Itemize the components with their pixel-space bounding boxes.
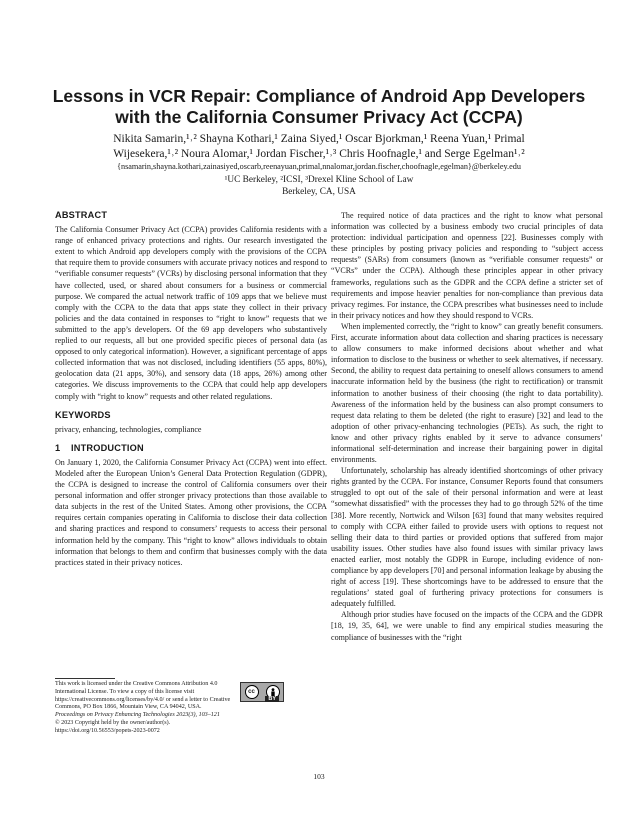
body-paragraph-3: Unfortunately, scholarship has already identified shortcomings of other privacy rights granted by the CCPA. For instance, Consumer Reports found that consumers struggled to opt out of the sale of their personal information and were at least “somewhat dissatisfied” with the processes they had to go through 52% of the time [38]. More recently, Nortwick and Wilson [63] found that many websites required to comply with CCPA either failed to provide users with options to request not selling their data to third parties or provided options that suffered from major usability issues. Other studies have also found issues with similar privacy laws enacted earlier, most notably the GDPR in Europe, including evidence of non-compliance by app developers [70] and personal information leakage by abusing the right of access [19]. These shortcomings have to be addressed to ensure that the regulations’ stated goal of furthering privacy protections for consumers is adequately fulfilled. <box>331 466 603 609</box>
page-number: 103 <box>313 772 325 781</box>
section-number: 1 <box>55 442 61 453</box>
cc-by-license-badge[interactable] <box>240 682 284 702</box>
paper-title <box>40 86 598 128</box>
title-line-2: with the California Consumer Privacy Act (CCPA) <box>115 107 523 127</box>
author-affiliations <box>20 175 618 198</box>
right-column <box>331 210 603 643</box>
proceedings-citation: Proceedings on Privacy Enhancing Technologies 2023(3), 103–121 <box>55 712 220 719</box>
by-label: BY <box>265 696 279 702</box>
intro-paragraph-1: On January 1, 2020, the California Consumer Privacy Act (CCPA) went into effect. Modeled after the European Union’s General Data Protection Regulation (GDPR), the CCPA is designed to increase the control of California consumers over their personal information and offer stronger privacy protections than those available to data subjects in the rest of the United States. Among other provisions, the CCPA requires certain companies operating in California to disclose their data collection and sharing practices and respond to consumers’ requests to access their personal information held by the company. This “right to know” allows individuals to obtain information that belongs to them and confirm that businesses comply with the data practices stated in their privacy notices. <box>55 457 327 567</box>
authors-line-1: Nikita Samarin,¹˒² Shayna Kothari,¹ Zaina Siyed,¹ Oscar Bjorkman,¹ Reena Yuan,¹ Primal <box>113 133 525 145</box>
license-text: This work is licensed under the Creative Commons Attribution 4.0 International License. To view a copy of this license visit https://creativecommons.org/licenses/by/4.0/ or send a letter to Creative Commons, PO Box 1866, Mountain View, CA 94042, USA. <box>55 681 231 711</box>
keywords-heading: KEYWORDS <box>55 409 111 420</box>
author-list <box>30 132 608 161</box>
title-line-1: Lessons in VCR Repair: Compliance of Android App Developers <box>52 86 586 106</box>
abstract-text: The California Consumer Privacy Act (CCPA) provides California residents with a range of enhanced privacy protections and rights. Our research investigated the extent to which Android app developers comply with the provisions of the CCPA that require them to provide consumers with accurate privacy notices and respond to “verifiable consumer requests” (VCRs) by disclosing personal information that they have collected, used, or shared about consumers for a business or commercial purpose. We compared the actual network traffic of 109 apps that we believe must comply with the CCPA to the data that apps state they collect in their privacy policies and the data contained in responses to “right to know” requests that we submitted to the app’s developers. Of the 69 app developers who substantively replied to our requests, all but one provided specific pieces of personal data (as opposed to only categorical information). However, a significant percentage of apps collected information that was not disclosed, including identifiers (55 apps, 80%), geolocation data (21 apps, 30%), and sensory data (18 apps, 26%) among other categories. We discuss improvements to the CCPA that could help app developers comply with “right to know” requests and other related regulations. <box>55 225 327 401</box>
doi-link[interactable]: https://doi.org/10.56553/popets-2023-0072 <box>55 727 160 734</box>
left-column <box>55 210 327 568</box>
introduction-heading <box>55 443 327 454</box>
license-footnote <box>55 681 235 736</box>
body-paragraph-2: When implemented correctly, the “right to know” can greatly benefit consumers. First, accurate information about data collection and sharing practices is necessary to allow consumers to make informed decisions about whether and what information to disclose to the business or whether to seek alternatives, if necessary. Second, the ability to request data pertaining to oneself allows consumers to amend inaccurate information held by the business (the right to rectification) or transmit information to another business of their choosing (the right to data portability). Awareness of the information held by the business can also prompt consumers to request data relating to them be deleted (the right to erasure) [32] and lead to the adoption of other privacy-enhancing technologies (PETs). As such, the right to know and other privacy rights enabled by it serve to advance consumers’ informational self-determination and increase their bargaining power in digital environments. <box>331 321 603 465</box>
cc-icon: cc <box>245 685 259 699</box>
body-paragraph-1: The required notice of data practices and the right to know what personal information was collected by a business embody two crucial principles of data protection: individual participation and openness [22]. Businesses comply with these principles by posting privacy policies and responding to “subject access requests” (SARs) from consumers (known as “verifiable consumer requests” or “VCRs” under the CCPA). Although these principles appear in other privacy frameworks, regulations such as the GDPR and the CCPA define a stricter set of requirements and impose heavier penalties for non-compliance than previous data privacy regimes. For instance, the CCPA prescribes what businesses need to include in their privacy notices and how they should respond to VCRs. <box>331 211 603 320</box>
abstract-heading: ABSTRACT <box>55 210 108 220</box>
affiliation-institutions: ¹UC Berkeley, ²ICSI, ³Drexel Kline School of Law <box>224 175 414 185</box>
author-emails: {nsamarin,shayna.kothari,zainasiyed,oscarb,reenayuan,primal,nnalomar,jordan.fischer,choofnagle,egelman}@berkeley.edu <box>117 162 521 171</box>
copyright-line: © 2023 Copyright held by the owner/author(s). <box>55 719 171 726</box>
footnote-divider <box>55 678 115 679</box>
keywords-text: privacy, enhancing, technologies, compliance <box>55 424 202 434</box>
section-title: INTRODUCTION <box>71 442 144 453</box>
authors-line-2: Wijesekera,¹˒² Noura Alomar,¹ Jordan Fischer,¹˒³ Chris Hoofnagle,¹ and Serge Egelman¹˒² <box>113 147 525 160</box>
affiliation-location: Berkeley, CA, USA <box>282 186 356 197</box>
body-paragraph-4: Although prior studies have focused on the impacts of the CCPA and the GDPR [18, 19, 35, 64], we were unable to find any empirical studies measuring the compliance of businesses with the “right <box>331 610 603 642</box>
